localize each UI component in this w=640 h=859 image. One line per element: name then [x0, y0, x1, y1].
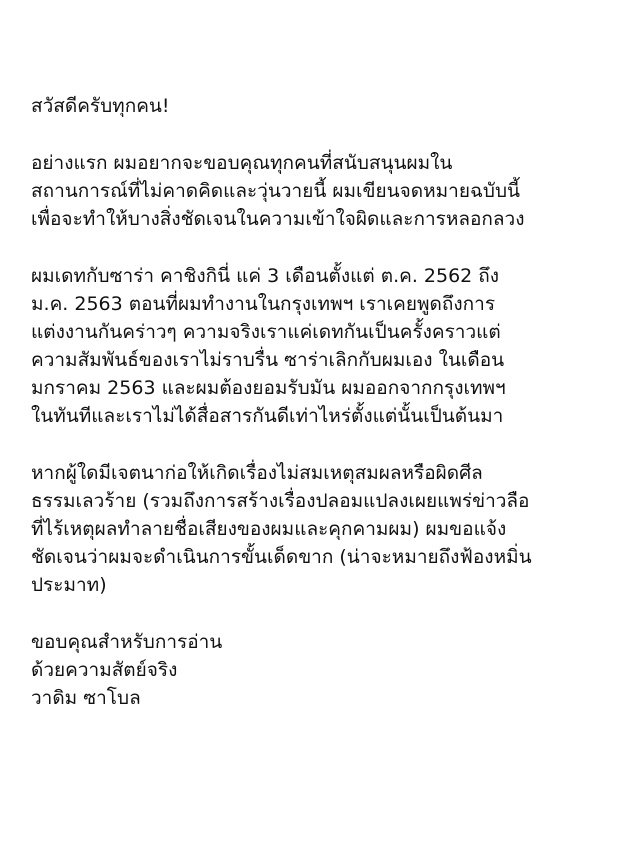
paragraph-line: อย่างแรก ผมอยากจะขอบคุณทุกคนที่สนับสนุนผมใน: [31, 152, 453, 174]
paragraph-line: หากผู้ใดมีเจตนาก่อให้เกิดเรื่องไม่สมเหตุสมผลหรือผิดศีล: [31, 462, 483, 484]
paragraph-line: แต่งงานกันคร่าวๆ ความจริงเราแค่เดทกันเป็นครั้งคราวแต่: [31, 321, 501, 343]
paragraph-thanks: [31, 149, 631, 233]
paragraph-gap: [31, 430, 631, 459]
greeting: สวัสดีครับทุกคน!: [31, 95, 170, 117]
paragraph-line: มกราคม 2563 และผมต้องยอมรับมัน ผมออกจากกรุงเทพฯ: [31, 377, 506, 399]
paragraph-line: ประมาท): [31, 574, 107, 596]
paragraph-line: ม.ค. 2563 ตอนที่ผมทำงานในกรุงเทพฯ เราเคยพูดถึงการ: [31, 293, 496, 315]
paragraph-line: สถานการณ์ที่ไม่คาดคิดและวุ่นวายนี้ ผมเขียนจดหมายฉบับนี้: [31, 180, 521, 202]
closing-thanks: ขอบคุณสำหรับการอ่าน: [31, 631, 223, 653]
paragraph-line: ผมเดทกับซาร่า คาชิงกินี่ แค่ 3 เดือนตั้งแต่ ต.ค. 2562 ถึง: [31, 265, 500, 287]
paragraph-line: ในทันทีและเราไม่ได้สื่อสารกันดีเท่าไหร่ตั้งแต่นั้นเป็นต้นมา: [31, 405, 504, 427]
closing-signature: [31, 628, 631, 712]
paragraph-warning: [31, 459, 631, 599]
signature-name: วาดิม ซาโบล: [31, 687, 141, 709]
closing-sincerely: ด้วยความสัตย์จริง: [31, 659, 178, 681]
paragraph-line: ที่ไร้เหตุผลทำลายชื่อเสียงของผมและคุกคามผม) ผมขอแจ้ง: [31, 518, 507, 540]
paragraph-gap: [31, 233, 631, 262]
paragraph-line: ความสัมพันธ์ของเราไม่ราบรื่น ซาร่าเลิกกับผมเอง ในเดือน: [31, 349, 505, 371]
paragraph-gap: [31, 120, 631, 149]
paragraph-relationship: [31, 262, 631, 430]
paragraph-line: ธรรมเลวร้าย (รวมถึงการสร้างเรื่องปลอมแปลงเผยแพร่ข่าวลือ: [31, 490, 530, 512]
paragraph-line: ชัดเจนว่าผมจะดำเนินการขั้นเด็ดขาก (น่าจะหมายถึงฟ้องหมิ่น: [31, 546, 532, 568]
letter-body: [31, 92, 631, 712]
paragraph-gap: [31, 599, 631, 628]
paragraph-line: เพื่อจะทำให้บางสิ่งชัดเจนในความเข้าใจผิดและการหลอกลวง: [31, 208, 525, 230]
